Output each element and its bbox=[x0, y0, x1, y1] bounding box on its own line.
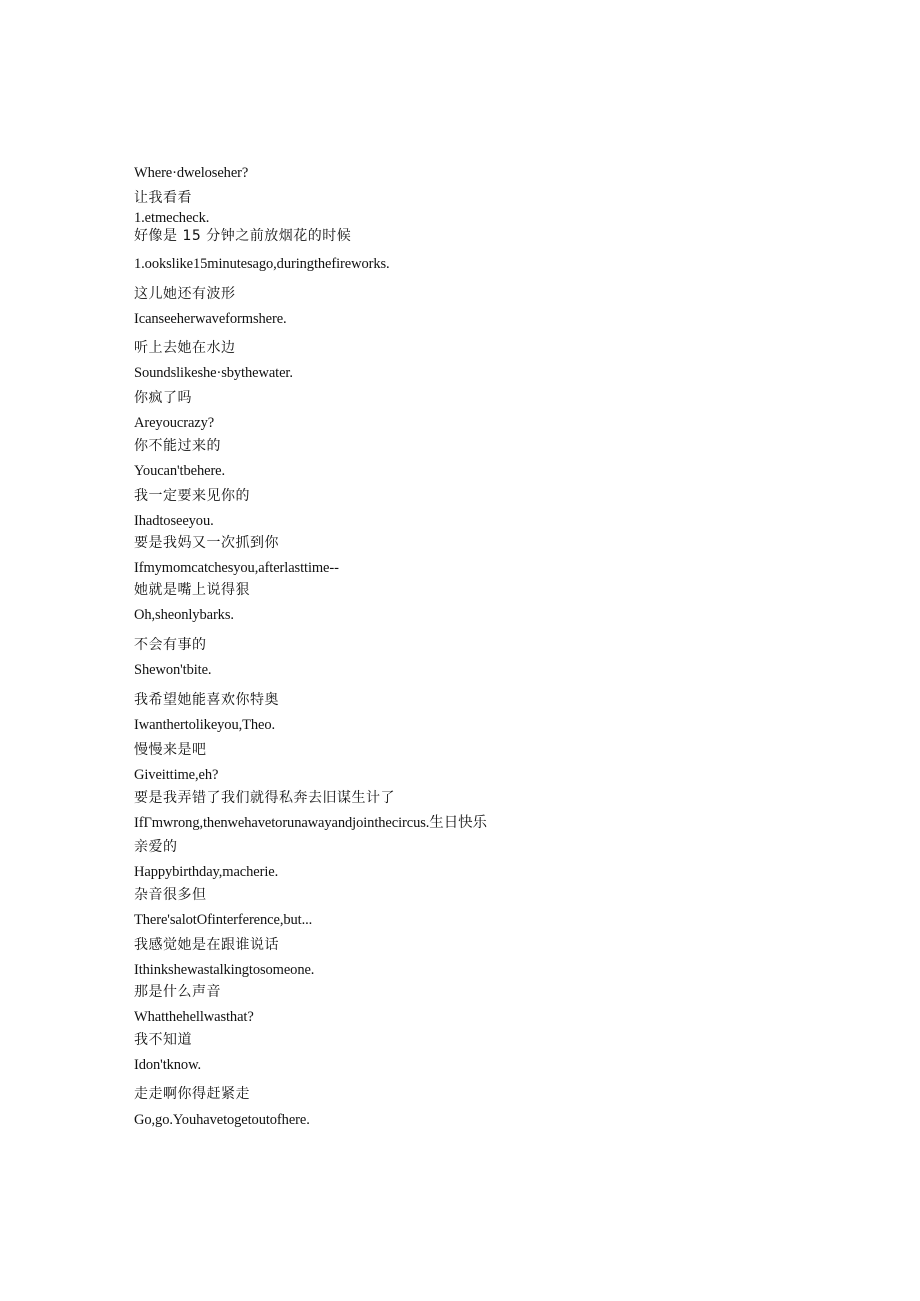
transcript-line: 我希望她能喜欢你特奥 bbox=[134, 692, 279, 708]
transcript-line: 走走啊你得赶紧走 bbox=[134, 1086, 250, 1102]
transcript-line: 听上去她在水边 bbox=[134, 340, 236, 356]
transcript-line: 那是什么声音 bbox=[134, 984, 221, 1000]
transcript-line: 要是我弄错了我们就得私奔去旧谋生计了 bbox=[134, 790, 395, 806]
transcript-line: 我不知道 bbox=[134, 1032, 192, 1048]
transcript-line: 她就是嘴上说得狠 bbox=[134, 582, 250, 598]
transcript-line: Go,go.Youhavetogetoutofhere. bbox=[134, 1112, 310, 1128]
transcript-line: 这儿她还有波形 bbox=[134, 286, 236, 302]
transcript-line: Areyoucrazy? bbox=[134, 415, 215, 431]
transcript-line: 好像是 15 分钟之前放烟花的时候 bbox=[134, 228, 352, 244]
transcript-line: Soundslikeshe·sbythewater. bbox=[134, 365, 293, 381]
transcript-line: 1.ookslike15minutesago,duringthefireworks. bbox=[134, 256, 390, 272]
transcript-line: Oh,sheonlybarks. bbox=[134, 607, 234, 623]
transcript-line: Ithinkshewastalkingtosomeone. bbox=[134, 962, 315, 978]
transcript-line: Idon'tknow. bbox=[134, 1057, 202, 1073]
transcript-line: Shewon'tbite. bbox=[134, 662, 212, 678]
transcript-line: Giveittime,eh? bbox=[134, 767, 219, 783]
transcript-line: 让我看看 bbox=[134, 190, 192, 206]
transcript-line: 亲爱的 bbox=[134, 839, 178, 855]
transcript-line: Icanseeherwaveformshere. bbox=[134, 311, 287, 327]
transcript-line: Ihadtoseeyou. bbox=[134, 513, 214, 529]
transcript-line: Happybirthday,macherie. bbox=[134, 864, 279, 880]
transcript-line: 杂音很多但 bbox=[134, 887, 207, 903]
transcript-line: 我一定要来见你的 bbox=[134, 488, 250, 504]
transcript-line: 我感觉她是在跟谁说话 bbox=[134, 937, 279, 953]
transcript-line: 要是我妈又一次抓到你 bbox=[134, 535, 279, 551]
transcript-line: IfΓmwrong,thenwehavetorunawayandjointhecircus.生日快乐 bbox=[134, 815, 487, 831]
transcript-line: There'salotOfinterference,but... bbox=[134, 912, 313, 928]
transcript-line: Iwanthertolikeyou,Theo. bbox=[134, 717, 276, 733]
transcript-line: Ifmymomcatchesyou,afterlasttime-- bbox=[134, 560, 339, 576]
transcript-line: 慢慢来是吧 bbox=[134, 742, 207, 758]
transcript-line: 不会有事的 bbox=[134, 637, 207, 653]
transcript-line: 1.etmecheck. bbox=[134, 210, 210, 226]
transcript-line: 你不能过来的 bbox=[134, 438, 221, 454]
transcript-line: Whatthehellwasthat? bbox=[134, 1009, 254, 1025]
transcript-line: Where·dweloseher? bbox=[134, 165, 249, 181]
transcript-line: Youcan'tbehere. bbox=[134, 463, 226, 479]
transcript-line: 你疯了吗 bbox=[134, 390, 192, 406]
